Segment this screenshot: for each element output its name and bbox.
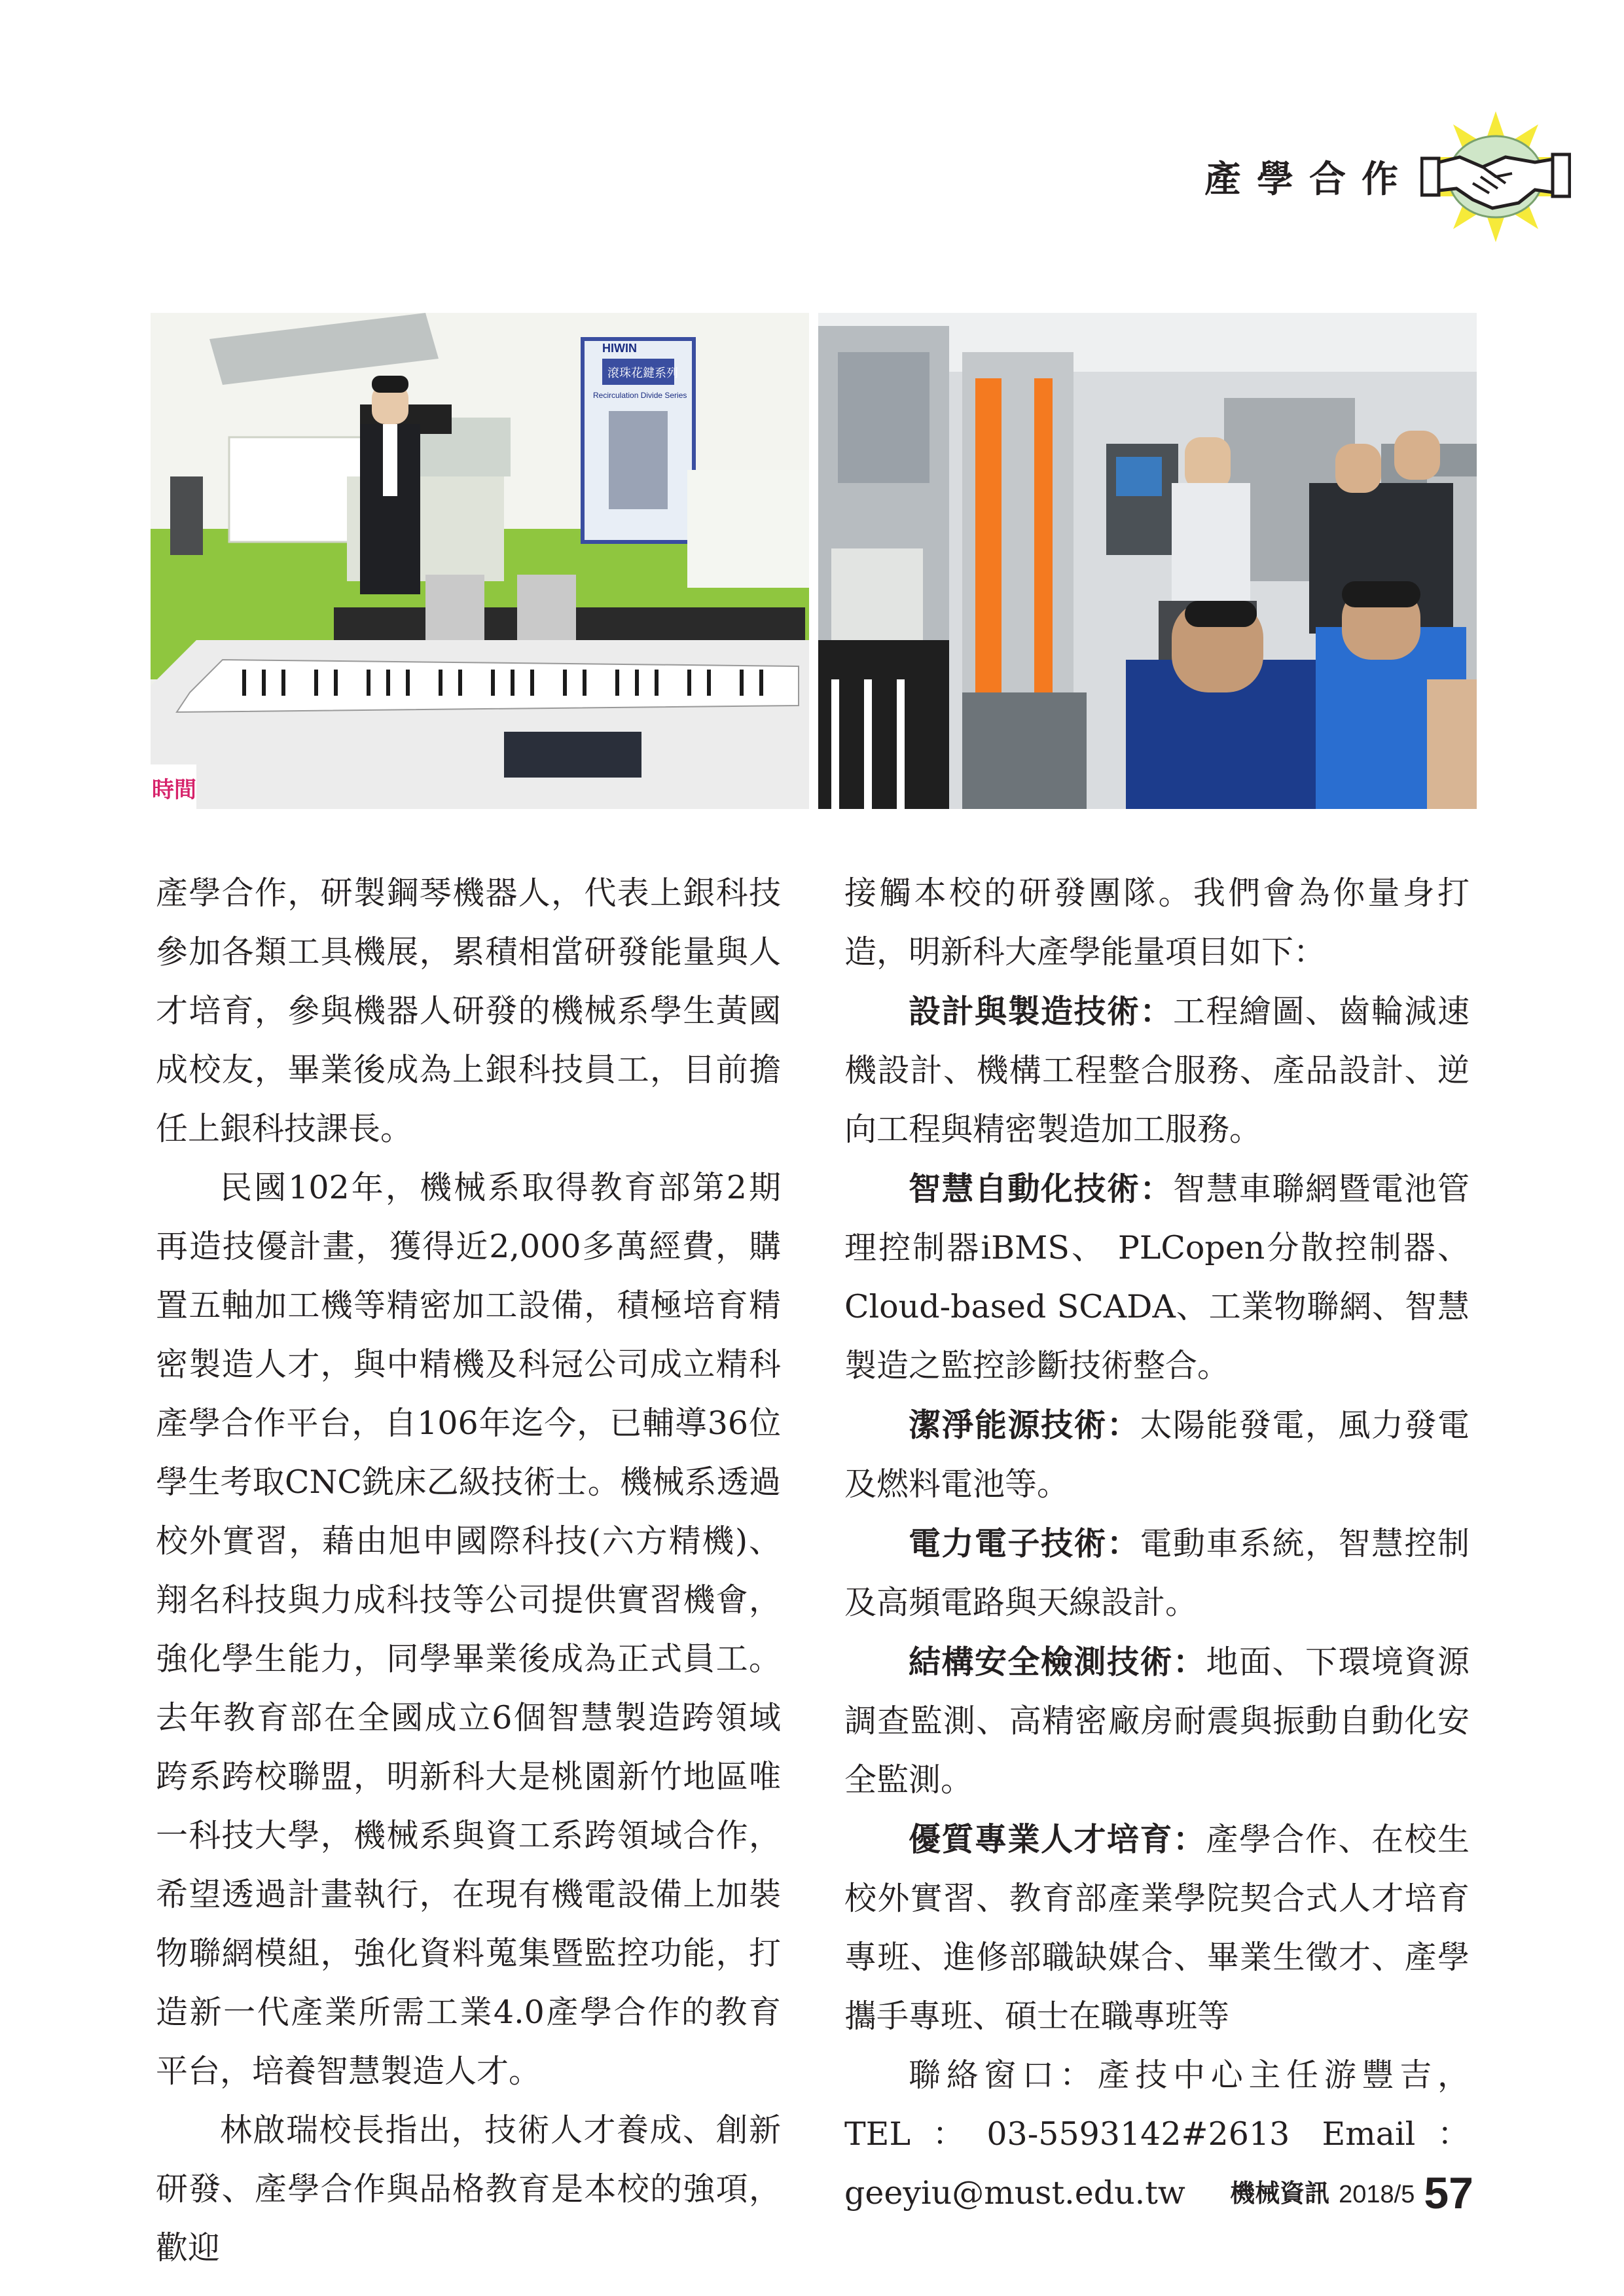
capability-title: 潔淨能源技術：	[909, 1406, 1140, 1444]
paragraph: 民國102年，機械系取得教育部第2期再造技優計畫，獲得近2,000多萬經費，購置五軸加工機等精密加工設備，積極培育精密製造人才，與中精機及科冠公司成立精科產學合作平台，自106年迄今，已輔導36位學生考取CNC銑床乙級技術士。機械系透過校外實習，藉由旭申國際科技(六方精機)、翔名科技與力成科技等公司提供實習機會，強化學生能力，同學畢業後成為正式員工。去年教育部在全國成立6個智慧製造跨領域跨系跨校聯盟，明新科大是桃園新竹地區唯一科技大學，機械系與資工系跨領域合作，希望透過計畫執行，在現有機電設備上加裝物聯網模組，強化資料蒐集暨監控功能，打造新一代產業所需工業4.0產學合作的教育平台，培養智慧製造人才。	[156, 1169, 781, 2090]
capability-title: 設計與製造技術：	[909, 992, 1173, 1030]
paragraph: 林啟瑞校長指出，技術人才養成、創新研發、產學合作與品格教育是本校的強項，歡迎	[156, 2111, 781, 2267]
issue-date: 2018/5	[1339, 2181, 1415, 2208]
exhibit-sign-text: 時間	[152, 777, 196, 803]
photo-piano-robot	[151, 313, 809, 809]
capability-text: 太陽能發電，風力發電及燃料電池等。	[844, 1407, 1470, 1503]
capability-text: 地面、下環境資源調查監測、高精密廠房耐震與振動自動化安全監測。	[844, 1643, 1470, 1799]
article-right-column	[844, 864, 1470, 2223]
capability-title: 結構安全檢測技術：	[909, 1643, 1206, 1681]
capability-item	[844, 1514, 1470, 1632]
section-title: 產學合作	[1204, 158, 1414, 201]
capability-item	[844, 1395, 1470, 1514]
magazine-name: 機械資訊	[1230, 2178, 1330, 2208]
handshake-icon	[1420, 111, 1571, 242]
section-header	[1204, 111, 1571, 242]
page-footer	[1230, 2163, 1473, 2218]
photo-cnc-demo	[818, 313, 1477, 809]
capability-item	[844, 1159, 1470, 1395]
capability-text: 工程繪圖、齒輪減速機設計、機構工程整合服務、產品設計、逆向工程與精密製造加工服務。	[844, 993, 1470, 1148]
capability-text: 智慧車聯網暨電池管理控制器iBMS、 PLCopen分散控制器、Cloud-based SCADA、工業物聯網、智慧製造之監控診斷技術整合。	[844, 1170, 1470, 1384]
banner-brand: HIWIN	[602, 342, 637, 355]
capability-title: 智慧自動化技術：	[909, 1170, 1173, 1208]
capability-item	[844, 1632, 1470, 1810]
paragraph: 接觸本校的研發團隊。我們會為你量身打造，明新科大產學能量項目如下：	[844, 874, 1470, 971]
capability-item	[844, 1810, 1470, 2046]
paragraph: 產學合作，研製鋼琴機器人，代表上銀科技參加各類工具機展，累積相當研發能量與人才培育，參與機器人研發的機械系學生黃國成校友，畢業後成為上銀科技員工，目前擔任上銀科技課長。	[156, 874, 781, 1147]
capability-item	[844, 982, 1470, 1159]
capability-title: 優質專業人才培育：	[909, 1820, 1206, 1858]
capability-title: 電力電子技術：	[909, 1524, 1140, 1562]
page-number: 57	[1424, 2168, 1473, 2218]
banner-subtitle: Recirculation Divide Series	[593, 391, 687, 400]
contact-info: 聯絡窗口：產技中心主任游豐吉，TEL：03-5593142#2613 Email：geeyiu@must.edu.tw	[844, 2056, 1470, 2212]
capability-text: 電動車系統，智慧控制及高頻電路與天線設計。	[844, 1525, 1470, 1621]
capability-text: 產學合作、在校生校外實習、教育部產業學院契合式人才培育專班、進修部職缺媒合、畢業生徵才、產學攜手專班、碩士在職專班等	[844, 1821, 1470, 2035]
banner-title: 滾珠花鍵系列	[607, 367, 678, 380]
article-left-column	[156, 864, 781, 2278]
